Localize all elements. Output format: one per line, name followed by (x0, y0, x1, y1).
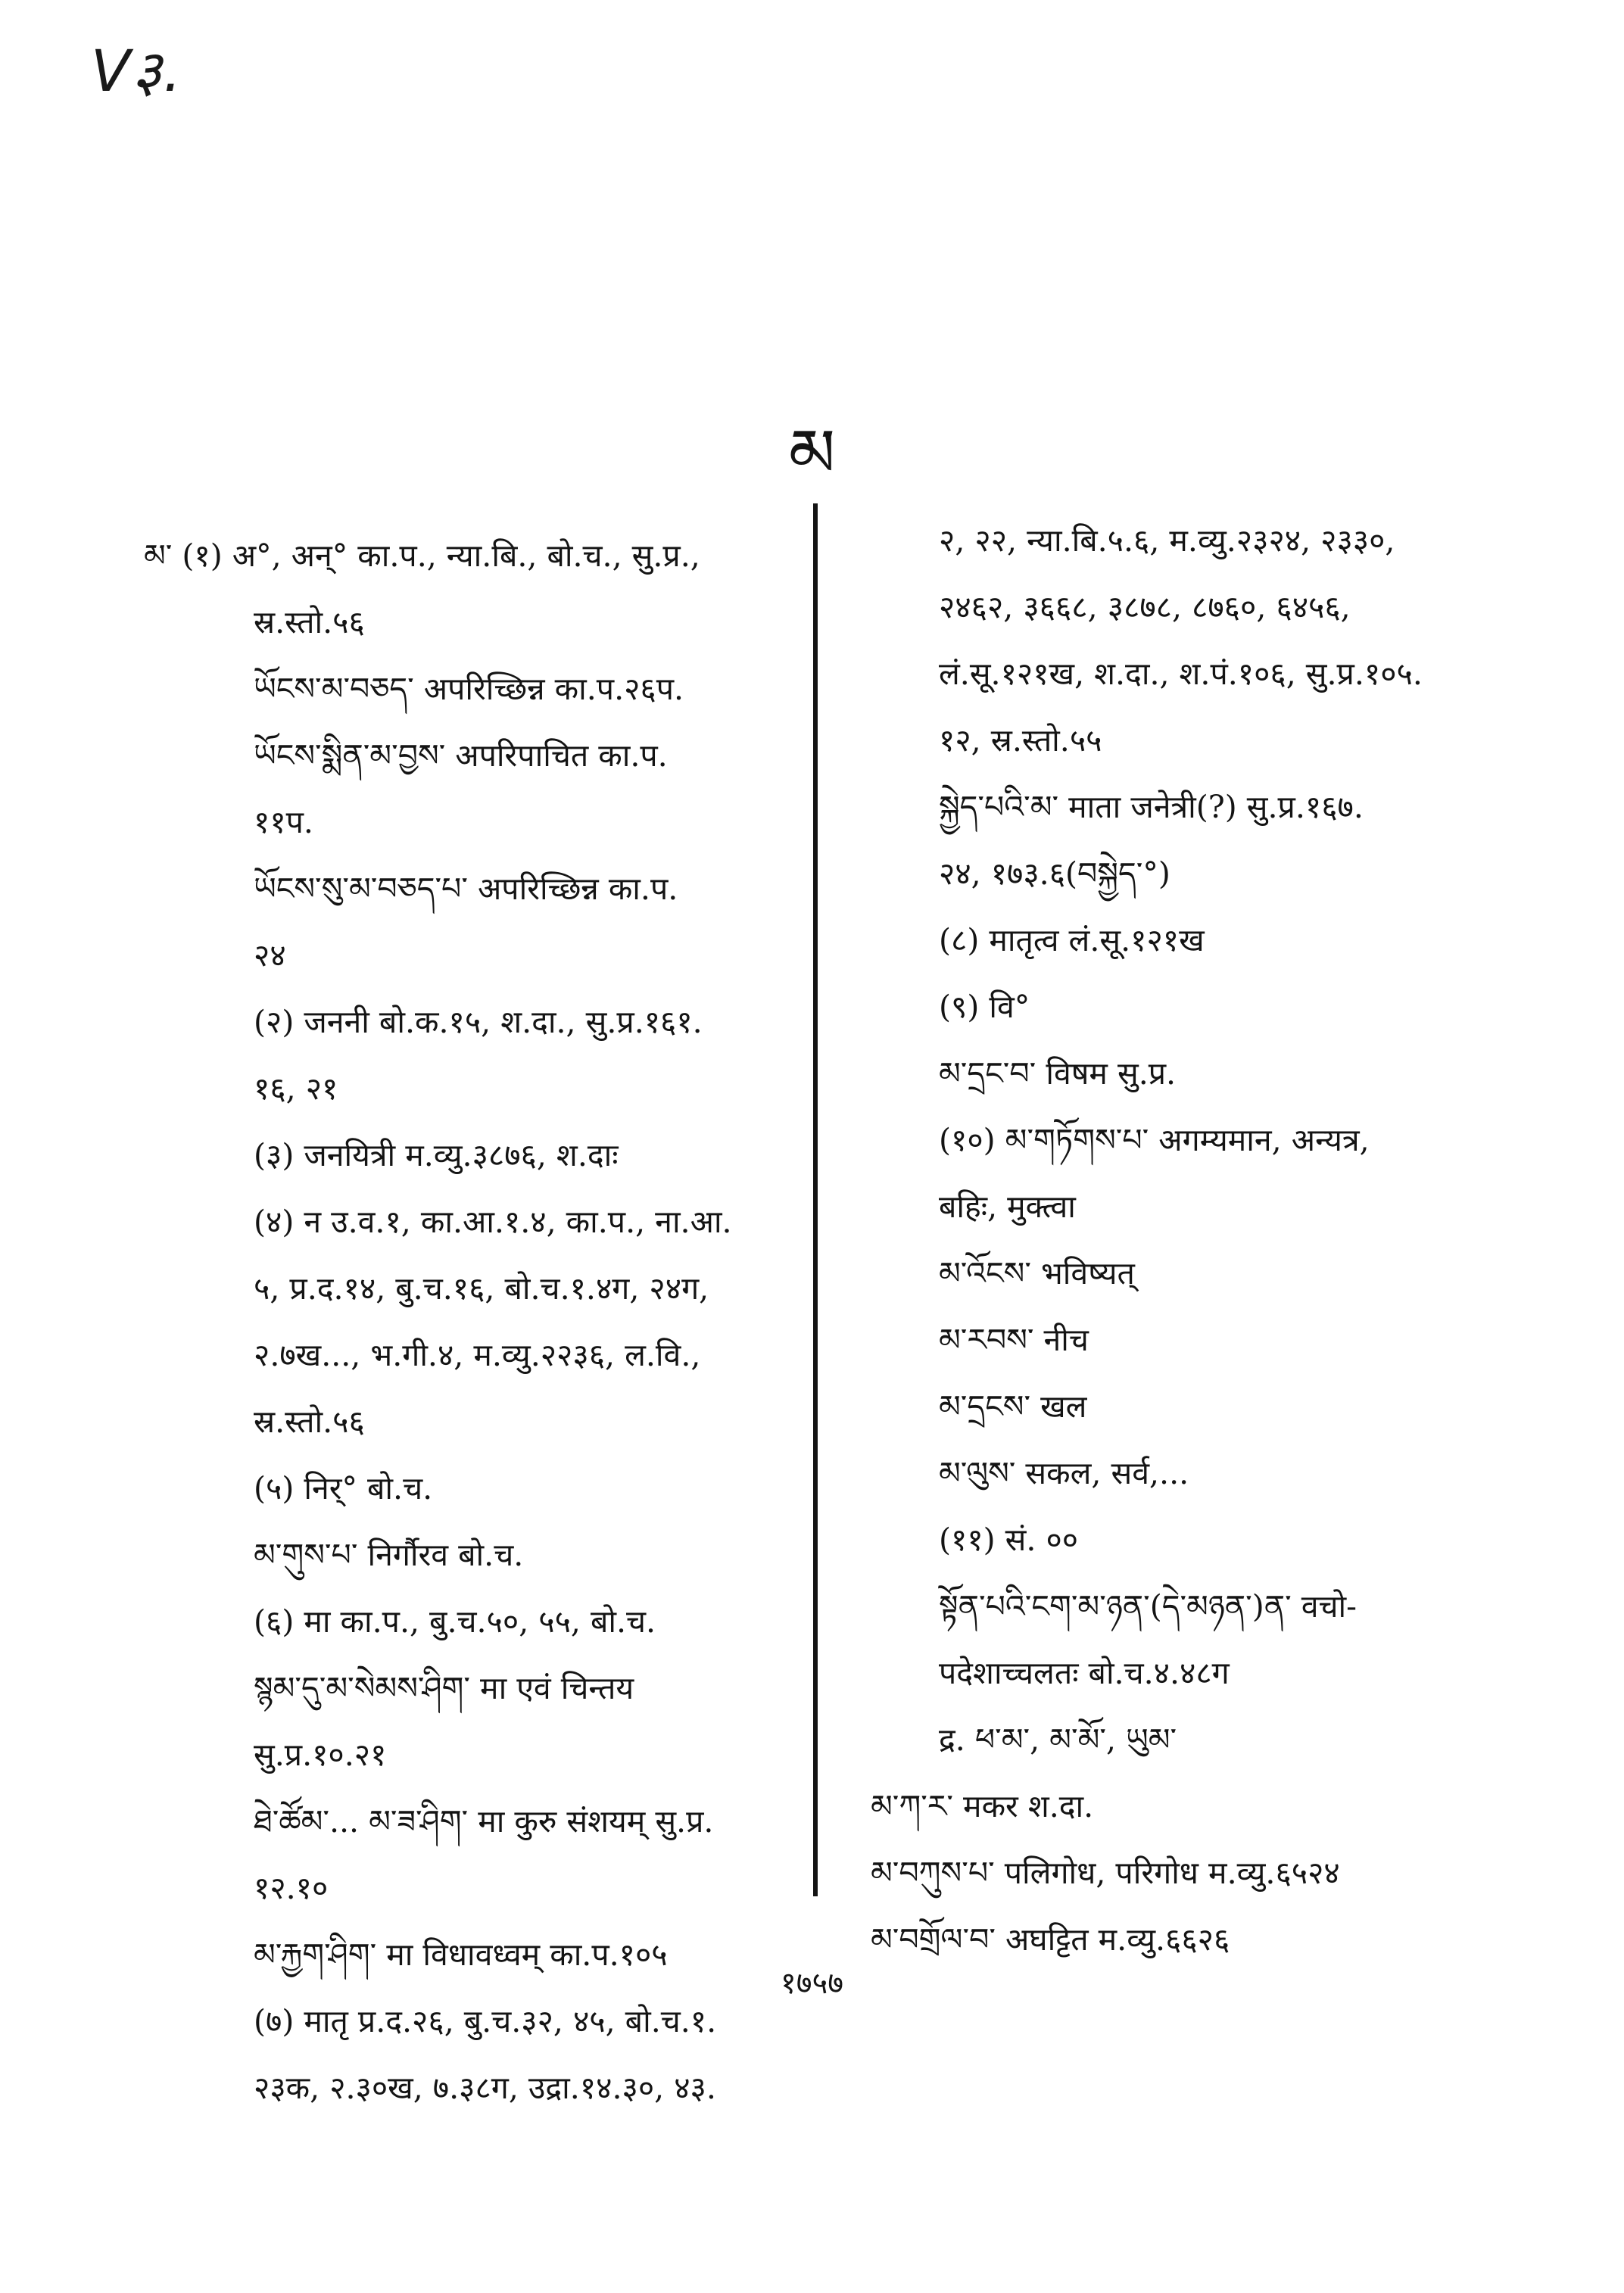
entry-line: २४ (254, 937, 286, 974)
entry-line: २, २२, न्या.बि.५.६, म.व्यु.२३२४, २३३०, (939, 522, 1395, 559)
right-column (871, 507, 1492, 1973)
entry-line: (८) मातृत्व लं.सू.१२१ख (939, 922, 1205, 958)
entry-line: མ་བགྲོལ་བ་ अघट्टित म.व्यु.६६२६ (871, 1921, 1230, 1958)
entry-line: सु.प्र.१०.२१ (254, 1737, 387, 1773)
entry-line: (९) वि° (939, 989, 1030, 1025)
entry-line: ཡོངས་སུ་མ་བཅད་པ་ अपरिच्छिन्न का.प. (254, 871, 678, 907)
entry-line: २.७ख..., भ.गी.४, म.व्यु.२२३६, ल.वि., (254, 1337, 701, 1373)
entry-line: बहिः, मुक्त्वा (939, 1189, 1076, 1225)
entry-line: མ་རབས་ नीच (939, 1322, 1089, 1358)
entry-line: १२.१० (254, 1870, 329, 1906)
entry-line: १२, स्र.स्तो.५५ (939, 722, 1102, 759)
entry-line: སྐྱེད་པའི་མ་ माता जनेत्री(?) सु.प्र.१६७. (939, 789, 1364, 825)
entry-line: མ་ཀ་ར་ मकर श.दा. (871, 1788, 1094, 1824)
entry-line: མ་དྲང་བ་ विषम सु.प्र. (939, 1055, 1177, 1092)
entry-line: (६) मा का.प., बु.च.५०, ५५, बो.च. (254, 1603, 656, 1640)
entry-line: (४) न उ.व.१, का.आ.१.४, का.प., ना.आ. (254, 1204, 732, 1240)
entry-line: (७) मातृ प्र.द.२६, बु.च.३२, ४५, बो.च.१. (254, 2003, 717, 2039)
entry-line: ५, प्र.द.१४, बु.च.१६, बो.च.१.४ग, २४ग, (254, 1270, 709, 1307)
entry-line: स्र.स्तो.५६ (254, 604, 365, 640)
entry-line: མ་གུས་པ་ निर्गौरव बो.च. (254, 1537, 524, 1573)
entry-line: སྟོན་པའི་ངག་མ་ཉན་(དེ་མཉན་)ན་ वचो- (939, 1588, 1357, 1625)
entry-line: (२) जननी बो.क.१५, श.दा., सु.प्र.१६१. (254, 1004, 703, 1040)
entry-line: २४, १७३.६(བསྐྱེད་°) (939, 855, 1170, 892)
left-column (144, 522, 795, 2121)
entry-line: (११) सं. ०० (939, 1522, 1079, 1558)
entry-line: ཡོངས་སྨིན་མ་བྱས་ अपरिपाचित का.प. (254, 737, 668, 774)
entry-line: (५) निर्° बो.च. (254, 1470, 433, 1506)
entry-line: २४६२, ३६६८, ३८७८, ८७६०, ६४५६, (939, 589, 1351, 625)
entry-line: (१०) མ་གཏོགས་པ་ अगम्यमान, अन्यत्र, (939, 1122, 1370, 1158)
entry-line: སྙམ་དུ་མ་སེམས་ཤིག་ मा एवं चिन्तय (254, 1670, 634, 1706)
column-divider (813, 503, 818, 1896)
entry-line: མ་འོངས་ भविष्यत् (939, 1255, 1135, 1291)
entry-line: स्र.स्तो.५६ (254, 1404, 365, 1440)
page-number: १७५७ (780, 1966, 844, 2001)
entry-line: लं.सू.१२१ख, श.दा., श.पं.१०६, सु.प्र.१०५. (939, 656, 1423, 692)
entry-line: ཡོངས་མ་བཅད་ अपरिच्छिन्न का.प.२६प. (254, 671, 684, 707)
entry-line: མ་རྐྱག་ཤིག་ मा विधावध्वम् का.प.१०५ (254, 1936, 668, 1973)
entry-line: ११प. (254, 804, 313, 840)
entry-line: ཐེ་ཚོམ་... མ་ཟ་ཤིག་ मा कुरु संशयम् सु.प्र. (254, 1803, 714, 1840)
section-heading: མ (788, 414, 836, 492)
entry-line: २३क, २.३०ख, ७.३८ग, उद्रा.१४.३०, ४३. (254, 2070, 716, 2106)
entry-line: पदेशाच्चलतः बो.च.४.४८ग (939, 1655, 1230, 1691)
entry-line: མ་ (१) अ°, अन्° का.प., न्या.बि., बो.च., सु.प्र., (144, 537, 700, 574)
entry-line: १६, २१ (254, 1070, 338, 1107)
entry-line: མ་བཀུས་པ་ पलिगोध, परिगोध म.व्यु.६५२४ (871, 1855, 1340, 1891)
entry-line: (३) जनयित्री म.व्यु.३८७६, श.दाः (254, 1137, 619, 1173)
entry-line: མ་ལུས་ सकल, सर्व,... (939, 1455, 1189, 1491)
margin-annotation: V३. (91, 37, 183, 104)
entry-line: द्र. ཕ་མ་, མ་མོ་, ཡུམ་ (939, 1721, 1177, 1758)
entry-line: མ་དྲངས་ खल (939, 1388, 1087, 1425)
